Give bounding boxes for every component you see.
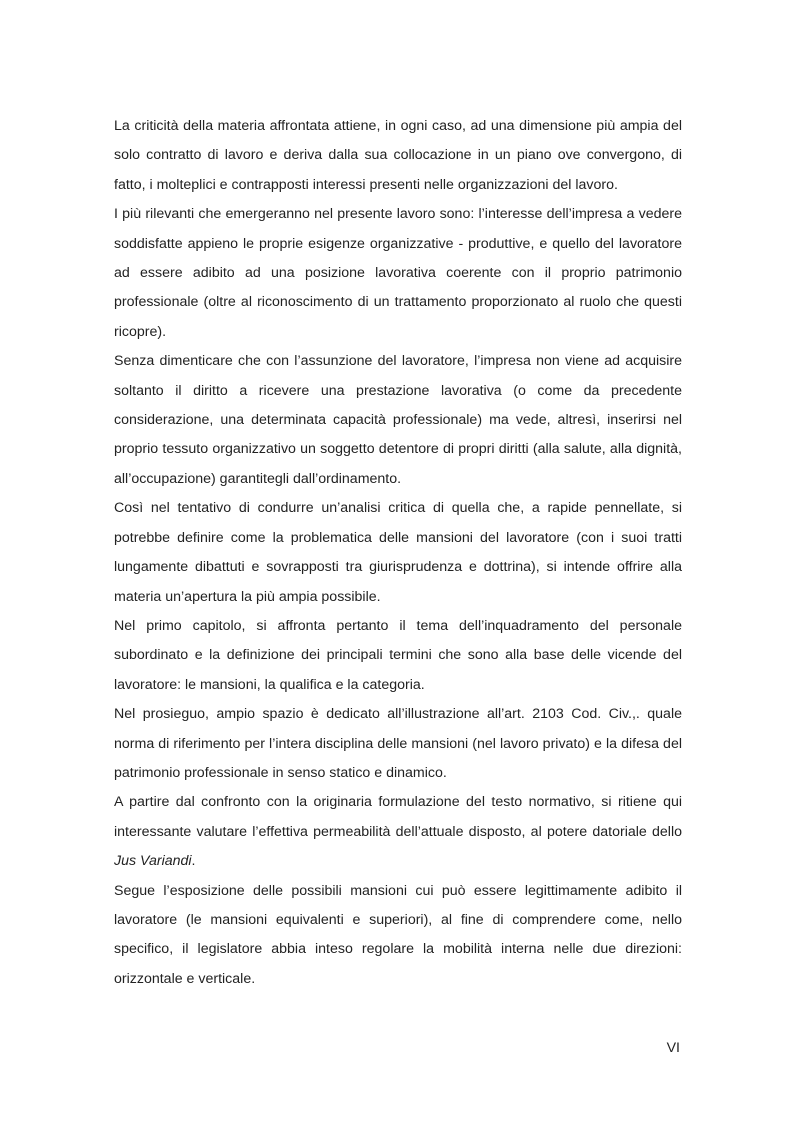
- paragraph: [114, 788, 682, 876]
- paragraph: [114, 877, 682, 995]
- paragraph-text: Così nel tentativo di condurre un’analisi critica di quella che, a rapide pennellate, si potrebbe definire come la problematica delle mansioni del lavoratore (con i suoi tratti lungamente dibattuti e sovrapposti tra giurisprudenza e dottrina), si intende offrire alla materia un’apertura la più ampia possibile.: [114, 500, 682, 605]
- paragraph: [114, 494, 682, 612]
- body-text: [114, 112, 682, 994]
- paragraph-text: Segue l’esposizione delle possibili mansioni cui può essere legittimamente adibito il lavoratore (le mansioni equivalenti e superiori), al fine di comprendere come, nello specifico, il legislatore abbia inteso regolare la mobilità interna nelle due direzioni: orizzontale e verticale.: [114, 882, 682, 987]
- paragraph-text: Nel prosieguo, ampio spazio è dedicato all’illustrazione all’art. 2103 Cod. Civ.,. quale norma di riferimento per l’intera disciplina delle mansioni (nel lavoro privato) e la difesa del patrimonio professionale in senso statico e dinamico.: [114, 706, 682, 781]
- paragraph-text: Senza dimenticare che con l’assunzione del lavoratore, l’impresa non viene ad acquisire soltanto il diritto a ricevere una prestazione lavorativa (o come da precedente considerazione, una determinata capacità professionale) ma vede, altresì, inserirsi nel proprio tessuto organizzativo un soggetto detentore di propri diritti (alla salute, alla dignità, all’occupazione) garantitegli dall’ordinamento.: [114, 353, 682, 487]
- paragraph: [114, 200, 682, 347]
- paragraph-text: I più rilevanti che emergeranno nel presente lavoro sono: l’interesse dell’impresa a vedere soddisfatte appieno le proprie esigenze organizzative - produttive, e quello del lavoratore ad essere adibito ad una posizione lavorativa coerente con il proprio patrimonio professionale (oltre al riconoscimento di un trattamento proporzionato al ruolo che questi ricopre).: [114, 206, 682, 340]
- paragraph-text: .: [191, 853, 196, 870]
- paragraph-text: La criticità della materia affrontata attiene, in ogni caso, ad una dimensione più ampia del solo contratto di lavoro e deriva dalla sua collocazione in un piano ove convergono, di fatto, i molteplici e contrapposti interessi presenti nelle organizzazioni del lavoro.: [114, 118, 682, 193]
- paragraph: [114, 347, 682, 494]
- paragraph: [114, 612, 682, 700]
- paragraph: [114, 112, 682, 200]
- paragraph-text: A partire dal confronto con la originaria formulazione del testo normativo, si ritiene qui interessante valutare l’effettiva permeabilità dell’attuale disposto, al potere datoriale dello: [114, 794, 682, 840]
- page-number: VI: [666, 1040, 680, 1056]
- paragraph: [114, 700, 682, 788]
- italic-term: Jus Variandi: [114, 853, 192, 870]
- paragraph-text: Nel primo capitolo, si affronta pertanto il tema dell’inquadramento del personale subordinato e la definizione dei principali termini che sono alla base delle vicende del lavoratore: le mansioni, la qualifica e la categoria.: [114, 617, 682, 693]
